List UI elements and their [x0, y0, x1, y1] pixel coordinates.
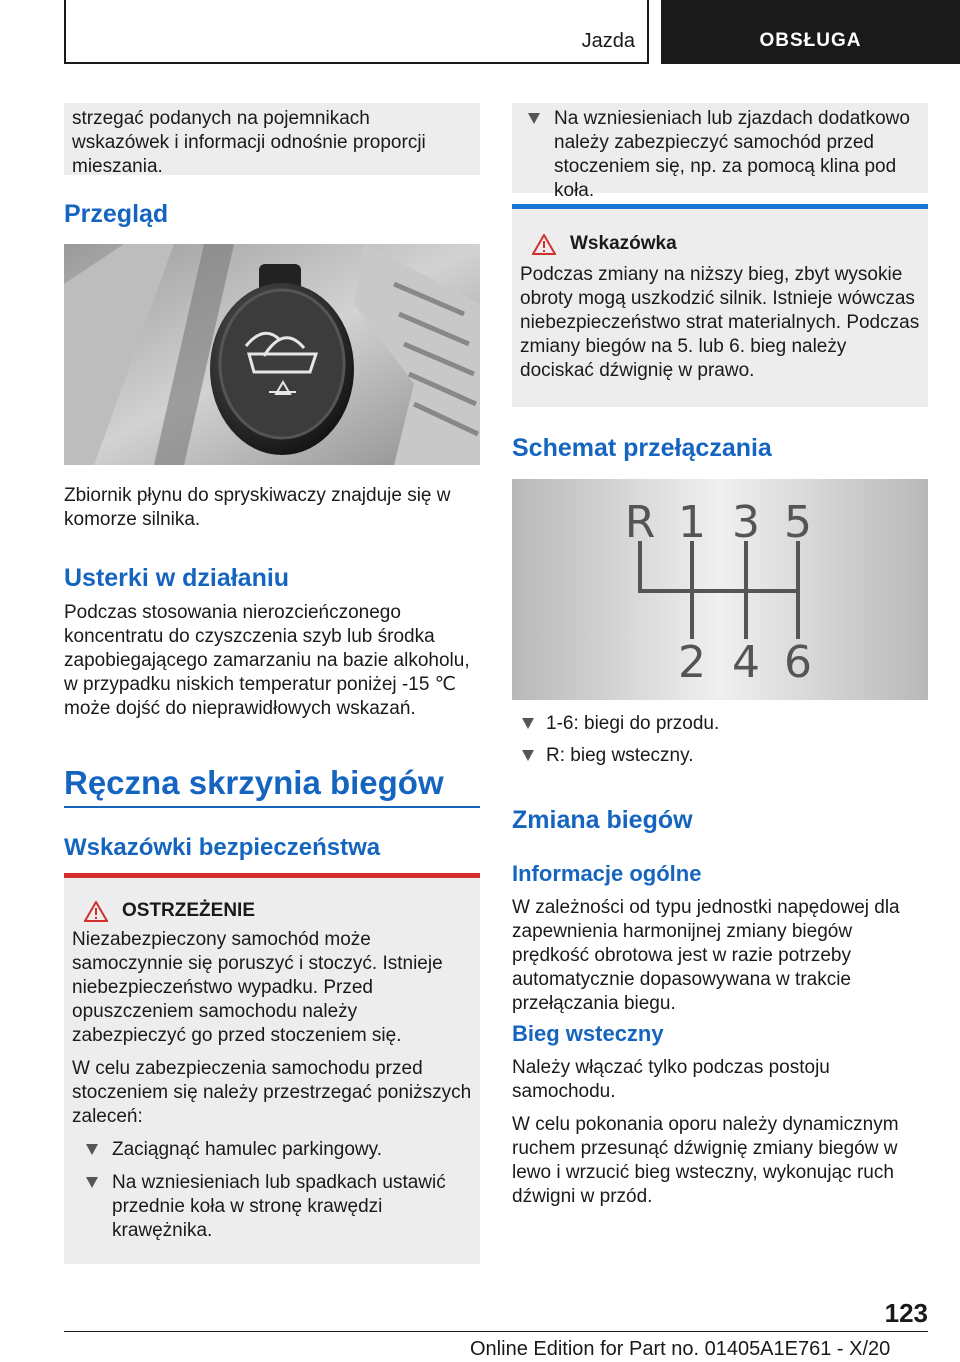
bullet-triangle-icon: [522, 750, 534, 761]
top-bullet-box: [512, 103, 928, 201]
reverse-gear-heading: Bieg wsteczny: [512, 1021, 664, 1046]
warning-text-1: Niezabezpieczony samochód może samoczynnie się poruszyć i stoczyć. Istnieje niebezpieczeństwo wypadku. Przed opuszczeniem samochodu należy zabezpieczyć go przed stoczeniem się.: [72, 929, 443, 1046]
shift-bullet-list: [512, 712, 928, 777]
top-note-text: strzegać podanych na pojemnikach wskazówek i informacji odnośnie proporcji mieszania.: [72, 108, 426, 177]
chapter-heading: Ręczna skrzynia biegów: [64, 764, 444, 801]
gear-label-2: 2: [678, 637, 706, 688]
warning-text-2: W celu zabezpieczenia samochodu przed stoczeniem się należy przestrzegać poniższych zaleceń:: [72, 1058, 472, 1127]
bullet-triangle-icon: [522, 718, 534, 729]
bullet-triangle-icon: [86, 1144, 98, 1155]
gear-label-4: 4: [732, 637, 760, 688]
general-info-text: W zależności od typu jednostki napędowej dla zapewnienia harmonijnej zmiany biegów prędkość obrotowa jest w razie potrzeby automatycznie dopasowywana w trakcie przełączania biegu.: [512, 897, 900, 1014]
reverse-gear-text-1: Należy włączać tylko podczas postoju samochodu.: [512, 1057, 830, 1102]
warning-title: OSTRZEŻENIE: [122, 900, 256, 921]
list-item: Na wzniesieniach lub zjazdach dodatkowo należy zabezpieczyć samochód przed stoczeniem się, np. za pomocą klina pod koła.: [512, 107, 920, 203]
hint-box: [512, 204, 928, 407]
overview-heading: Przegląd: [64, 200, 169, 228]
hint-text: Podczas zmiany na niższy bieg, zbyt wysokie obroty mogą uszkodzić silnik. Istnieje wówczas niebezpieczeństwo strat materialnych. Podczas zmiany biegów na 5. lub 6. bieg należy dociskać dźwignię w prawo.: [520, 264, 920, 381]
list-item: Na wzniesieniach lub spadkach ustawić przednie koła w stronę krawędzi krawężnika.: [78, 1171, 472, 1243]
malfunction-text: Podczas stosowania nierozcieńczonego koncentratu do czyszczenia szyb lub środka zapobiegającego zamarzaniu na bazie alkoholu, w przypadku niskich temperatur poniżej -15 ℃ może dojść do nieprawidłowych wskazań.: [64, 602, 470, 719]
header-chapter-box: [661, 0, 960, 64]
warning-triangle-icon: [532, 234, 556, 255]
shift-pattern-image: [512, 479, 928, 700]
warning-title-row: [84, 900, 472, 922]
reverse-gear-text-2: W celu pokonania oporu należy dynamicznym ruchem przesunąć dźwignię zmiany biegów w lewo i wrzucić bieg wsteczny, wykonując ruch dźwigni w przód.: [512, 1114, 899, 1207]
general-info-heading: Informacje ogólne: [512, 861, 702, 886]
gear-label-5: 5: [784, 497, 812, 548]
warning-triangle-icon: [84, 901, 108, 922]
warning-box: [64, 873, 480, 1264]
chapter-underline: [64, 806, 480, 808]
list-item: R: bieg wsteczny.: [512, 744, 928, 768]
bullet-triangle-icon: [528, 113, 540, 124]
header-section-box: [64, 0, 649, 64]
footer-edition: Online Edition for Part no. 01405A1E761 - X/20: [470, 1338, 891, 1360]
header-section-title: Jazda: [581, 30, 635, 52]
malfunction-heading: Usterki w działaniu: [64, 564, 290, 592]
list-item: 1-6: biegi do przodu.: [512, 712, 928, 736]
gear-label-3: 3: [732, 497, 760, 548]
footer-divider: [64, 1331, 928, 1332]
hint-title-row: [532, 233, 920, 255]
gear-change-heading: Zmiana biegów: [512, 806, 693, 834]
shift-pattern-heading: Schemat przełączania: [512, 434, 772, 462]
washer-reservoir-image: [64, 244, 480, 465]
page-number: 123: [884, 1298, 928, 1328]
top-bullet-list: [512, 107, 920, 203]
warning-bullet-list: [78, 1138, 472, 1243]
hint-title: Wskazówka: [570, 233, 677, 254]
bullet-triangle-icon: [86, 1177, 98, 1188]
safety-heading: Wskazówki bezpieczeństwa: [64, 834, 381, 861]
top-note-box: [64, 103, 480, 175]
image-caption: Zbiornik płynu do spryskiwaczy znajduje się w komorze silnika.: [64, 485, 451, 530]
list-item: Zaciągnąć hamulec parkingowy.: [78, 1138, 472, 1162]
header-chapter-title: OBSŁUGA: [759, 30, 862, 51]
gear-label-6: 6: [784, 637, 812, 688]
gear-label-1: 1: [678, 497, 706, 548]
gear-label-r: R: [624, 497, 656, 548]
